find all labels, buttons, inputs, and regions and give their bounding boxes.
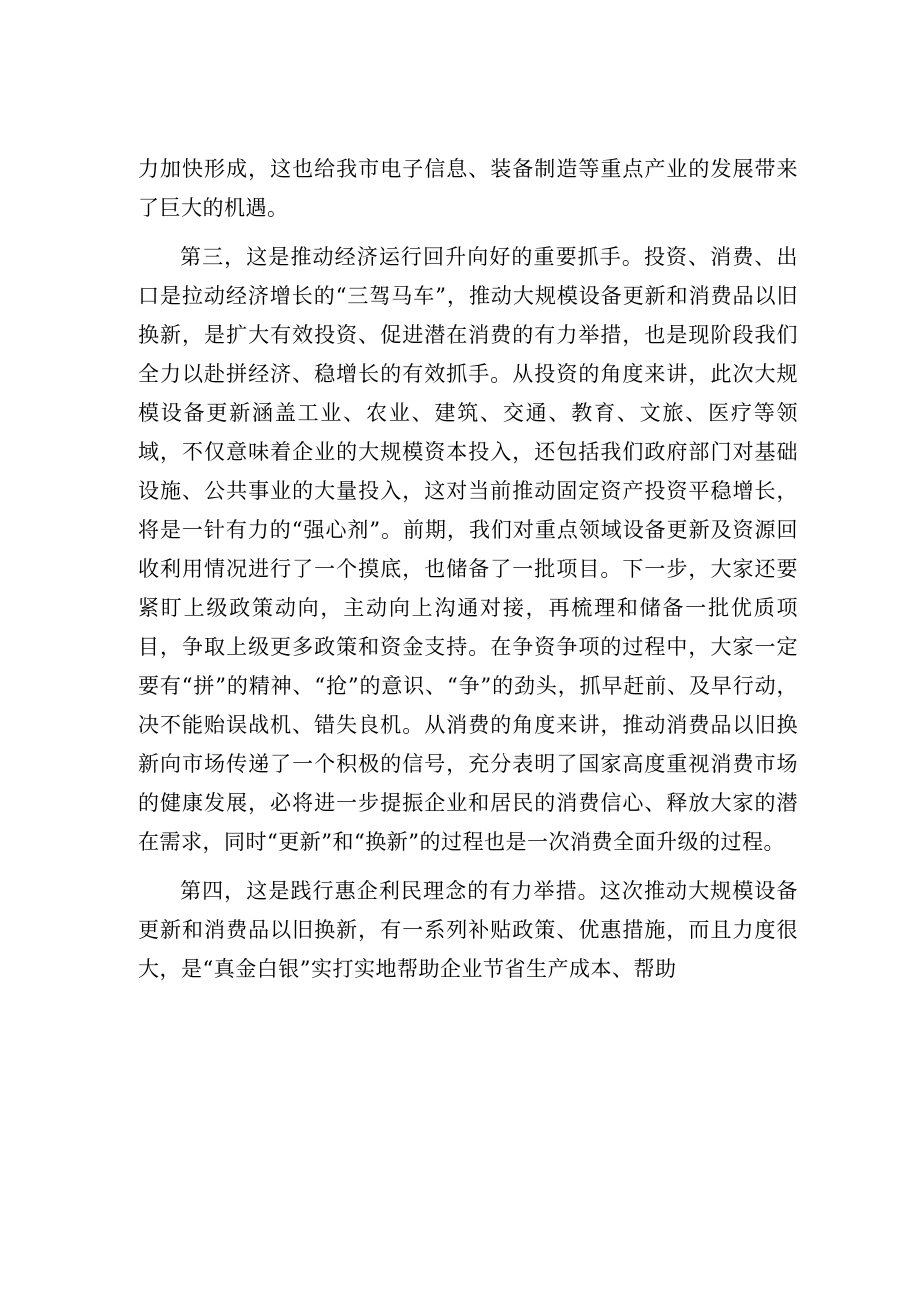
paragraph-third-point: 第三，这是推动经济运行回升向好的重要抓手。投资、消费、出口是拉动经济增长的“三驾马车”，推动大规模设备更新和消费品以旧换新，是扩大有效投资、促进潜在消费的有力举措，也是现阶段我们全力以赴拼经济、稳增长的有效抓手。从投资的角度来讲，此次大规模设备更新涵盖工业、农业、建筑、交通、教育、文旅、医疗等领域，不仅意味着企业的大规模资本投入，还包括我们政府部门对基础设施、公共事业的大量投入，这对当前推动固定资产投资平稳增长，将是一针有力的“强心剂”。前期，我们对重点领域设备更新及资源回收利用情况进行了一个摸底，也储备了一批项目。下一步，大家还要紧盯上级政策动向，主动向上沟通对接，再梳理和储备一批优质项目，争取上级更多政策和资金支持。在争资争项的过程中，大家一定要有“拼”的精神、“抢”的意识、“争”的劲头，抓早赶前、及早行动，决不能贻误战机、错失良机。从消费的角度来讲，推动消费品以旧换新向市场传递了一个积极的信号，充分表明了国家高度重视消费市场的健康发展，必将进一步提振企业和居民的消费信心、释放大家的潜在需求，同时“更新”和“换新”的过程也是一次消费全面升级的过程。 <box>138 245 798 854</box>
paragraph-gap <box>138 228 798 238</box>
paragraph-gap <box>138 862 798 872</box>
document-body <box>138 150 798 989</box>
paragraph-continuation: 力加快形成，这也给我市电子信息、装备制造等重点产业的发展带来了巨大的机遇。 <box>138 157 798 220</box>
paragraph-fourth-point: 第四，这是践行惠企利民理念的有力举措。这次推动大规模设备更新和消费品以旧换新，有一系列补贴政策、优惠措施，而且力度很大，是“真金白银”实打实地帮助企业节省生产成本、帮助 <box>138 879 798 981</box>
